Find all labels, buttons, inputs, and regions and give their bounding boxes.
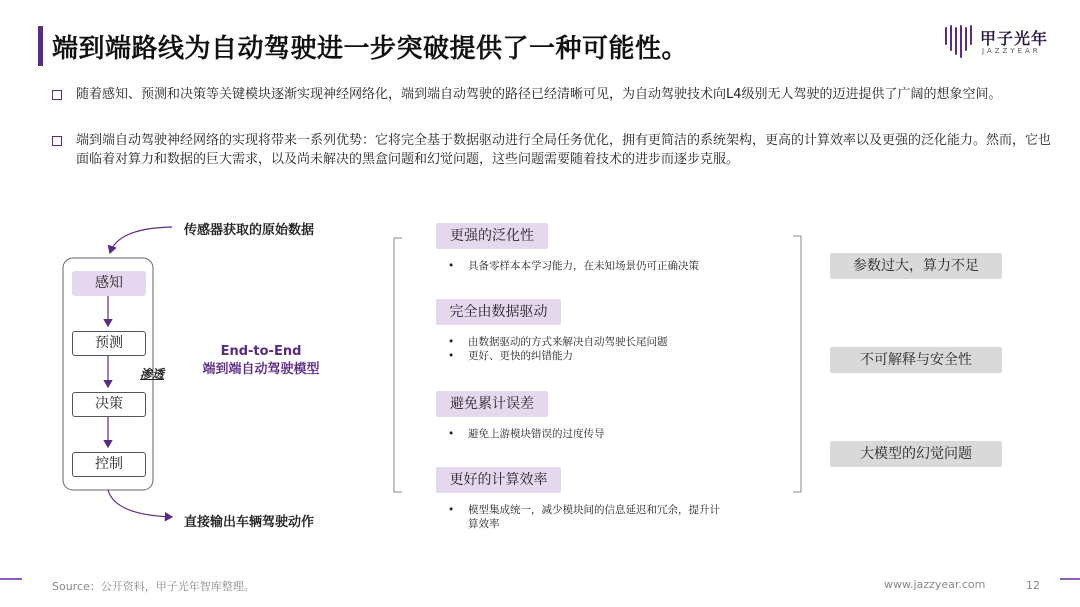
logo-subtext: JAZZYEAR [982, 47, 1041, 55]
advantage-point: • 更好、更快的纠错能力 [448, 350, 573, 362]
flow-step: 控制 [72, 452, 146, 477]
bullet-text: 随着感知、预测和决策等关键模块逐渐实现神经网络化，端到端自动驾驶的路径已经清晰可见，为自动驾驶技术向L4级别无人驾驶的迈进提供了广阔的想象空间。 [76, 87, 1002, 102]
website-link[interactable]: www.jazzyear.com [884, 578, 986, 591]
output-label: 直接输出车辆驾驶动作 [184, 515, 315, 530]
model-label [186, 343, 336, 379]
advantage-point: • 模型集成统一，减少模块间的信息延迟和冗余，提升计算效率 [448, 504, 720, 530]
advantage-point: • 具备零样本本学习能力，在未知场景仍可正确决策 [448, 260, 699, 272]
dot-bullet-icon: • [448, 504, 455, 516]
source-note: Source：公开资料，甲子光年智库整理。 [52, 580, 255, 593]
footer-accent-right [1060, 578, 1080, 580]
advantage-tag: 更好的计算效率 [436, 467, 561, 493]
dot-bullet-icon: • [448, 350, 455, 362]
page-number: 12 [1026, 579, 1040, 592]
advantage-point: • 避免上游模块错误的过度传导 [448, 428, 605, 440]
flow-step: 决策 [72, 392, 146, 417]
challenge-tag: 不可解释与安全性 [830, 347, 1002, 373]
advantage-point: • 由数据驱动的方式来解决自动驾驶长尾问题 [448, 336, 668, 348]
page-title: 端到端路线为自动驾驶进一步突破提供了一种可能性。 [52, 34, 689, 64]
permeate-label: 渗透 [140, 367, 165, 381]
dot-bullet-icon: • [448, 260, 455, 272]
bullet-text: 端到端自动驾驶神经网络的实现将带来一系列优势：它将完全基于数据驱动进行全局任务优化，拥有更简洁的系统架构，更高的计算效率以及更强的泛化能力。然而，它也面临着对算力和数据的巨大需求，以及尚未解决的黑盒问题和幻觉问题，这些问题需要随着技术的进步而逐步克服。 [76, 133, 1052, 167]
input-label: 传感器获取的原始数据 [184, 223, 315, 238]
challenge-tag: 参数过大，算力不足 [830, 253, 1002, 279]
dot-bullet-icon: • [448, 336, 455, 348]
challenge-tag: 大模型的幻觉问题 [830, 441, 1002, 467]
advantage-tag: 完全由数据驱动 [436, 299, 561, 325]
flow-step: 预测 [72, 331, 146, 356]
advantage-tag: 避免累计误差 [436, 391, 548, 417]
model-label-en: End-to-End [220, 344, 302, 359]
logo-text: 甲子光年 [980, 29, 1049, 48]
footer-accent-left [0, 578, 22, 580]
advantage-tag: 更强的泛化性 [436, 223, 548, 249]
dot-bullet-icon: • [448, 428, 455, 440]
flow-step: 感知 [72, 271, 146, 296]
model-label-cn: 端到端自动驾驶模型 [202, 362, 320, 377]
